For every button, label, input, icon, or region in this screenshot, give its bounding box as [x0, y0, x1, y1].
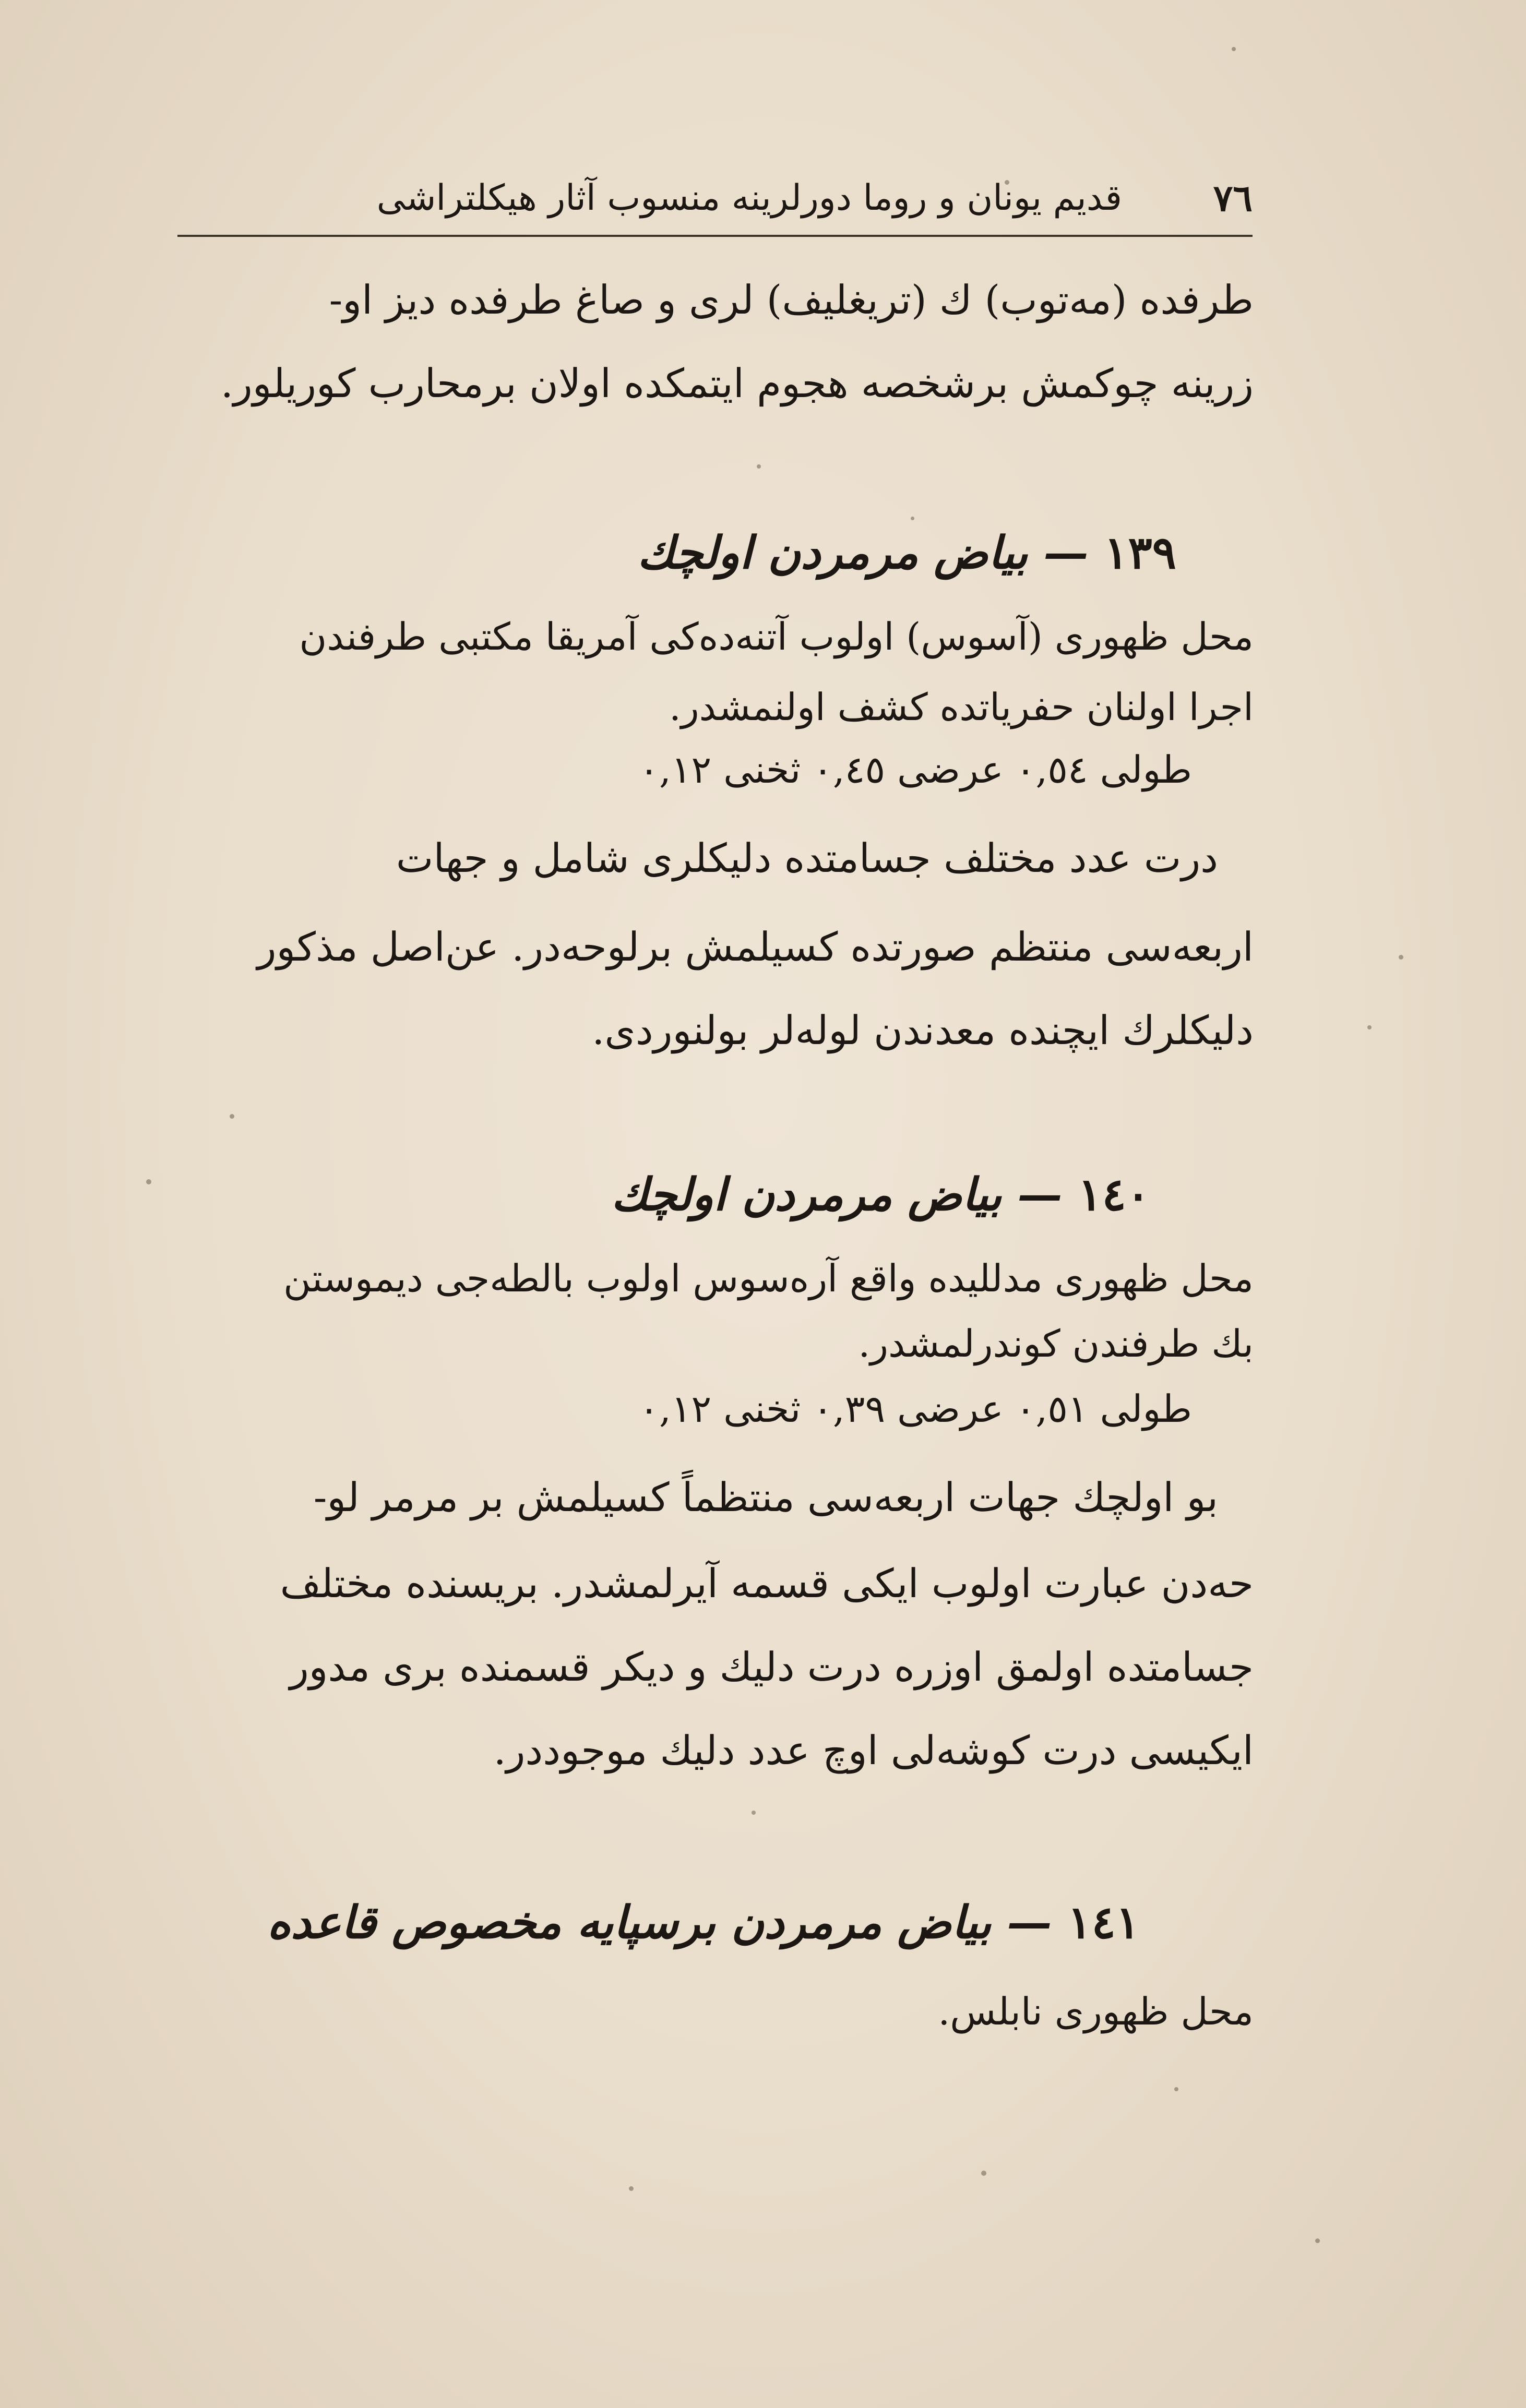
entry-number: ١٣٩ — [1104, 526, 1176, 579]
paper-speck — [1367, 1025, 1372, 1029]
entry-title: بياض مرمردن برسپايه مخصوص قاعده — [267, 1896, 992, 1949]
dimensions-line: طولى ٠,٥٤ عرضى ٠,٤٥ ثخنى ٠,١٢ — [639, 748, 1192, 792]
paper-speck — [1315, 2238, 1320, 2243]
intro-line: طرفده (مه‌توب) ك (تريغليف) لرى و صاغ طرفده ديز او- — [329, 277, 1254, 323]
body-line: دليكلرك ايچنده معدندن لوله‌لر بولنوردى. — [592, 1007, 1254, 1053]
body-line: ايكيسى درت كوشه‌لى اوچ عدد دليك موجوددر. — [493, 1727, 1254, 1774]
entry-heading — [267, 1884, 1140, 1962]
provenance-line: محل ظهورى مدلليده واقع آره‌سوس اولوب بالطه‌جى ديموستن — [283, 1256, 1254, 1300]
paper-speck — [752, 1811, 756, 1815]
provenance-line: اجرا اولنان حفرياتده كشف اولنمشدر. — [669, 685, 1254, 729]
entry-dash: — — [1007, 1896, 1052, 1949]
paper-speck — [1399, 955, 1403, 960]
body-line: حه‌دن عبارت اولوب ايكى قسمه آيرلمشدر. بريسنده مختلف — [280, 1560, 1254, 1607]
entry-number: ١٤١ — [1067, 1896, 1140, 1949]
dimensions-line: طولى ٠,٥١ عرضى ٠,٣٩ ثخنى ٠,١٢ — [639, 1387, 1192, 1431]
body-line: درت عدد مختلف جسامتده دليكلرى شامل و جهات — [396, 835, 1218, 881]
entry-title: بياض مرمردن اولچك — [611, 1168, 1002, 1221]
entry-heading — [637, 514, 1176, 592]
entry-dash: — — [1017, 1168, 1063, 1221]
paper-speck — [757, 464, 761, 469]
page-header — [177, 172, 1253, 230]
entry-number: ١٤٠ — [1078, 1168, 1150, 1221]
paper-speck — [981, 2171, 986, 2176]
running-title: قديم يونان و روما دورلرينه منسوب آثار هيكلتراشى — [376, 177, 1122, 219]
page-number: ٧٦ — [1213, 176, 1253, 220]
entry-heading — [611, 1156, 1150, 1234]
provenance-line: محل ظهورى نابلس. — [938, 1990, 1254, 2033]
paper-speck — [629, 2186, 634, 2191]
body-line: بو اولچك جهات اربعه‌سى منتظماً كسيلمش بر مرمر لو- — [313, 1474, 1218, 1520]
body-line: اربعه‌سى منتظم صورتده كسيلمش برلوحه‌در. عن‌اصل مذكور — [257, 924, 1254, 970]
paper-speck — [146, 1179, 151, 1184]
provenance-line: بك طرفندن كوندرلمشدر. — [858, 1322, 1254, 1365]
header-rule — [177, 235, 1253, 237]
paper-speck — [230, 1114, 234, 1119]
intro-line: زرينه چوكمش برشخصه هجوم ايتمكده اولان برمحارب كوريلور. — [220, 360, 1254, 406]
body-line: جسامتده اولمق اوزره درت دليك و ديكر قسمنده برى مدور — [289, 1644, 1254, 1690]
entry-title: بياض مرمردن اولچك — [637, 526, 1028, 579]
entry-dash: — — [1043, 526, 1089, 579]
provenance-line: محل ظهورى (آسوس) اولوب آتنه‌ده‌كى آمريقا مكتبى طرفندن — [299, 615, 1254, 658]
paper-speck — [1174, 2087, 1178, 2091]
paper-speck — [1232, 47, 1236, 51]
